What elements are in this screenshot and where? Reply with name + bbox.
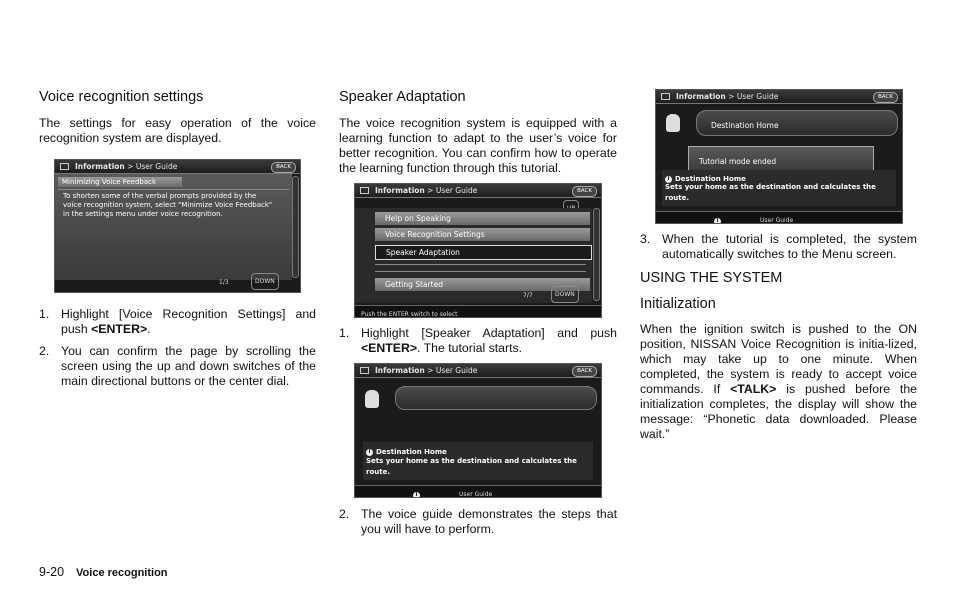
info-title-text: Destination Home (376, 448, 447, 456)
back-button[interactable]: BACK (572, 366, 597, 377)
speaking-head-icon (666, 114, 680, 132)
screen-item[interactable]: Minimizing Voice Feedback (58, 177, 182, 187)
info-icon: i (413, 487, 423, 498)
screen-title-bar (656, 90, 902, 104)
back-button[interactable]: BACK (873, 92, 898, 103)
divider (375, 264, 586, 265)
info-panel (662, 170, 896, 206)
screenshot-tutorial-ended (655, 89, 903, 224)
intro-paragraph: The settings for easy operation of the voice recognition system are displayed. (39, 116, 316, 145)
screen-title-path: > User Guide (725, 92, 779, 101)
paragraph-text: When the ignition switch is pushed to the ON position, NISSAN Voice Recognition is initia-lized, which may take up to one minute. When completed, the system is ready to accept voice commands. If (640, 322, 917, 396)
screenshot-voice-guide (354, 363, 602, 498)
screenshot-user-guide-menu (354, 183, 602, 318)
key-label: <ENTER> (91, 322, 148, 336)
step-number: 1. (39, 307, 50, 321)
section-heading: Voice recognition settings (39, 89, 204, 105)
paragraph-text: is pushed before the initialization completes, the display will show the message: “Phonetic data downloaded. Please wait.” (640, 382, 917, 441)
section-heading-using-the-system: USING THE SYSTEM (640, 270, 783, 286)
step-number: 1. (339, 326, 350, 340)
info-text: Sets your home as the destination and calculates the route. (665, 183, 876, 202)
voice-input-field (395, 386, 597, 410)
step-2 (39, 344, 316, 389)
step-text: When the tutorial is completed, the system automatically switches to the Menu screen. (662, 232, 917, 261)
down-button[interactable]: DOWN (251, 273, 279, 290)
info-text: Sets your home as the destination and calculates the route. (366, 457, 577, 476)
screen-title-bar (55, 160, 300, 174)
bottom-label: User Guide (459, 491, 493, 498)
back-button[interactable]: BACK (572, 186, 597, 197)
steps-list (640, 232, 917, 262)
step-text: Highlight [Voice Recognition Settings] and push (61, 307, 316, 336)
scrollbar[interactable] (292, 176, 299, 278)
tutorial-popup (688, 146, 874, 172)
steps-list (339, 326, 617, 356)
step-number: 2. (339, 507, 350, 521)
screen-description: To shorten some of the verbal prompts provided by the voice recognition system, select "Minimize Voice Feedback" in the settings menu under voice recognition. (63, 192, 273, 218)
popup-text: Tutorial mode ended (699, 157, 777, 166)
page-number: 9-20 (39, 565, 65, 579)
screen-bottom-bar (355, 485, 601, 497)
down-button[interactable]: DOWN (551, 286, 579, 303)
screen-title-path: > User Guide (424, 366, 478, 375)
info-title-text: Destination Home (675, 175, 746, 183)
step-2 (339, 507, 617, 537)
screen-title-bar (355, 364, 601, 378)
book-icon (60, 163, 69, 170)
column-speaker-adaptation (339, 88, 617, 544)
menu-item-help-on-speaking[interactable]: Help on Speaking (375, 212, 590, 225)
screen-title-path: > User Guide (424, 186, 478, 195)
key-label: <TALK> (730, 382, 777, 396)
step-text: . (147, 322, 151, 336)
steps-list (339, 507, 617, 537)
info-icon: i (665, 176, 672, 183)
destination-field-text: Destination Home (711, 121, 779, 130)
divider (58, 189, 289, 190)
book-icon (661, 93, 670, 100)
step-3 (640, 232, 917, 262)
destination-field (696, 110, 898, 136)
page-footer (39, 565, 168, 579)
back-button[interactable]: BACK (271, 162, 296, 173)
menu-item-speaker-adaptation[interactable]: Speaker Adaptation (375, 245, 592, 260)
bottom-label: User Guide (760, 217, 794, 224)
step-number: 2. (39, 344, 50, 358)
column-voice-recognition-settings (39, 88, 316, 396)
chapter-title: Voice recognition (76, 567, 168, 579)
page-indicator: 7/7 (523, 292, 533, 299)
hint-bar (355, 305, 601, 317)
step-number: 3. (640, 232, 651, 246)
section-heading: Speaker Adaptation (339, 89, 466, 105)
menu-item-voice-recognition-settings[interactable]: Voice Recognition Settings (375, 228, 590, 241)
intro-paragraph: The voice recognition system is equipped with a learning function to adapt to the user’s voice for better recognition. You can confirm how to operate the learning function through this tutorial. (339, 116, 617, 175)
screen-title: Information (676, 92, 726, 101)
screen-title: Information (75, 162, 125, 171)
step-text: Highlight [Speaker Adaptation] and push (361, 326, 617, 340)
column-using-the-system (640, 88, 917, 442)
step-1 (339, 326, 617, 356)
info-icon: i (714, 213, 724, 224)
screen-title-bar (355, 184, 601, 198)
key-label: <ENTER> (361, 341, 418, 355)
screen-title-path: > User Guide (124, 162, 178, 171)
info-panel (363, 442, 593, 480)
subheading-initialization: Initialization (640, 296, 716, 312)
speaking-head-icon (365, 390, 379, 408)
step-text: You can confirm the page by scrolling the screen using the up and down switches of the main directional buttons or the center dial. (61, 344, 316, 388)
screen-bottom-bar (656, 211, 902, 223)
menu-item-getting-started[interactable]: Getting Started (375, 278, 590, 291)
steps-list (39, 307, 316, 389)
screen-title: Information (375, 366, 425, 375)
hint-text: Push the ENTER switch to select (361, 311, 458, 318)
step-1 (39, 307, 316, 337)
step-text: . The tutorial starts. (417, 341, 523, 355)
screenshot-voice-feedback (54, 159, 301, 293)
book-icon (360, 367, 369, 374)
initialization-paragraph (640, 322, 917, 442)
divider (375, 271, 586, 272)
info-icon: i (366, 449, 373, 456)
book-icon (360, 187, 369, 194)
page-indicator: 1/3 (219, 279, 229, 286)
screen-panel (55, 174, 292, 280)
screen-title: Information (375, 186, 425, 195)
step-text: The voice guide demonstrates the steps that you will have to perform. (361, 507, 617, 536)
scrollbar[interactable] (593, 208, 600, 301)
